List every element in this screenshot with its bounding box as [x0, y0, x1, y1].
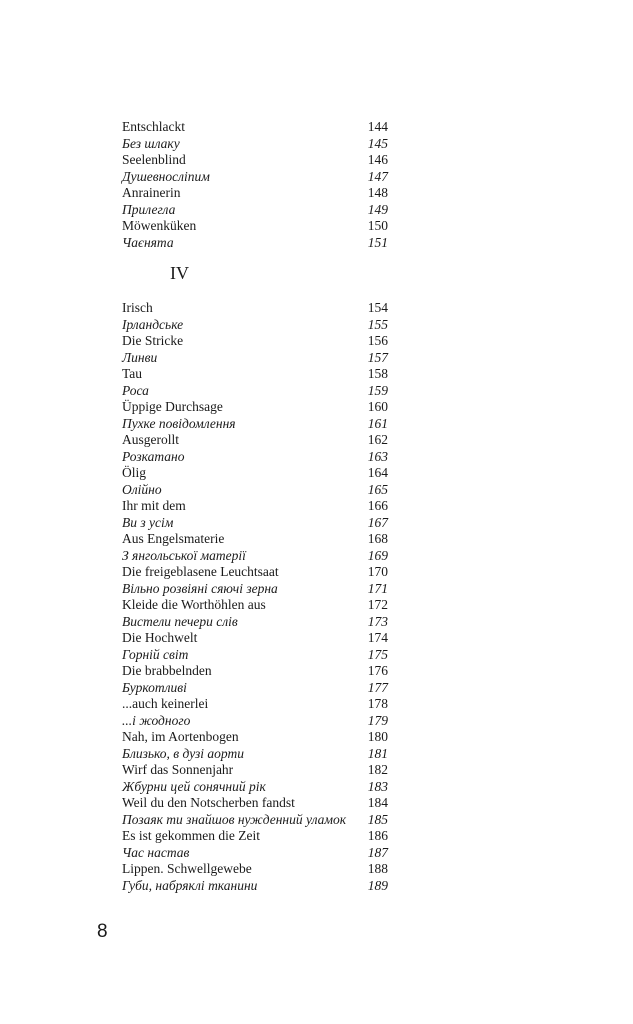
toc-entry-title: Позаяк ти знайшов нужденний уламок [122, 811, 347, 827]
toc-entry [122, 779, 388, 796]
toc-entry-page: 171 [367, 580, 388, 596]
toc-entry-page: 160 [367, 399, 388, 414]
toc-entry-title: Entschlackt [122, 119, 185, 134]
toc-entry [122, 878, 388, 895]
toc-entry-page: 181 [367, 745, 388, 761]
toc-entry-title: Irisch [122, 300, 153, 315]
toc-entry-title: Seelenblind [122, 152, 186, 167]
toc-entry-page: 155 [367, 316, 388, 332]
toc-entry-page: 180 [367, 729, 388, 744]
toc-entry [122, 795, 388, 812]
toc-entry-title: Линви [122, 349, 158, 365]
toc-entry [122, 614, 388, 631]
toc-entry-page: 154 [367, 300, 388, 315]
toc-entry-page: 184 [367, 795, 388, 810]
toc-entry-page: 144 [367, 119, 388, 134]
toc-entry [122, 399, 388, 416]
toc-entry-page: 146 [367, 152, 388, 167]
toc-entry-title: Губи, набряклі тканини [122, 877, 258, 893]
section-heading: IV [170, 263, 189, 283]
toc-entry-title: Олійно [122, 481, 162, 497]
toc-entry-page: 147 [367, 168, 388, 184]
toc-entry-title: Ölig [122, 465, 147, 480]
toc-entry-title: Вільно розвіяні сяючі зерна [122, 580, 278, 596]
toc-entry-page: 145 [367, 135, 388, 151]
toc-entry-page: 178 [367, 696, 388, 711]
toc-entry-page: 151 [367, 234, 388, 250]
toc-entry-page: 158 [367, 366, 388, 381]
toc-entry [122, 449, 388, 466]
toc-entry [122, 498, 388, 515]
toc-entry-title: Вистели печери слів [122, 613, 238, 629]
toc-entry [122, 482, 388, 499]
toc-entry-page: 177 [367, 679, 388, 695]
toc-entry-title: Ви з усім [122, 514, 174, 530]
toc-entry [122, 564, 388, 581]
toc-entry-page: 165 [367, 481, 388, 497]
toc-entry [122, 762, 388, 779]
toc-entry-title: Ausgerollt [122, 432, 179, 447]
page-number: 8 [97, 921, 108, 942]
toc-entry-page: 162 [367, 432, 388, 447]
toc-entry-page: 188 [367, 861, 388, 876]
toc-entry-page: 176 [367, 663, 388, 678]
toc-entry-page: 183 [367, 778, 388, 794]
toc-entry-page: 169 [367, 547, 388, 563]
toc-entry [122, 663, 388, 680]
toc-entry-title: Пухке повідомлення [122, 415, 236, 431]
toc-entry-page: 175 [367, 646, 388, 662]
toc-entry [122, 828, 388, 845]
toc-entry-page: 173 [367, 613, 388, 629]
toc-entry-page: 170 [367, 564, 388, 579]
toc-entry-page: 166 [367, 498, 388, 513]
toc-entry [122, 136, 388, 153]
toc-entry [122, 185, 388, 202]
toc-entry [122, 465, 388, 482]
toc-entry-title: Жбурни цей сонячний рік [122, 778, 266, 794]
toc-entry [122, 630, 388, 647]
toc-entry-page: 179 [367, 712, 388, 728]
toc-entry-title: Lippen. Schwellgewebe [122, 861, 252, 876]
toc-entry-title: Ihr mit dem [122, 498, 186, 513]
toc-entry [122, 729, 388, 746]
toc-entry [122, 845, 388, 862]
toc-entry [122, 432, 388, 449]
toc-entry [122, 350, 388, 367]
toc-entry-title: Möwenküken [122, 218, 197, 233]
toc-entry [122, 317, 388, 334]
toc-entry-title: Wirf das Sonnenjahr [122, 762, 234, 777]
toc-entry [122, 713, 388, 730]
toc-entry-title: Nah, im Aortenbogen [122, 729, 239, 744]
toc-entry-title: ...і жодного [122, 712, 191, 728]
toc-entry-page: 189 [367, 877, 388, 893]
toc-entry [122, 746, 388, 763]
toc-entry [122, 696, 388, 713]
toc-entry-page: 168 [367, 531, 388, 546]
toc-entry-title: Буркотливі [122, 679, 187, 695]
toc-entry-page: 187 [367, 844, 388, 860]
toc-entry [122, 548, 388, 565]
toc-section-top [122, 119, 388, 251]
toc-entry [122, 333, 388, 350]
toc-entry-title: Близько, в дузі аорти [122, 745, 244, 761]
toc-entry-title: Die freigeblasene Leuchtsaat [122, 564, 279, 579]
toc-entry [122, 515, 388, 532]
toc-entry-title: Ірландське [122, 316, 184, 332]
toc-entry-page: 182 [367, 762, 388, 777]
toc-entry-page: 159 [367, 382, 388, 398]
toc-entry [122, 218, 388, 235]
toc-entry [122, 581, 388, 598]
toc-entry-title: Weil du den Notscherben fandst [122, 795, 295, 810]
toc-entry-page: 148 [367, 185, 388, 200]
toc-entry [122, 531, 388, 548]
toc-entry [122, 235, 388, 252]
toc-entry [122, 647, 388, 664]
toc-entry-title: Die Hochwelt [122, 630, 198, 645]
toc-entry [122, 383, 388, 400]
toc-entry [122, 169, 388, 186]
toc-entry [122, 861, 388, 878]
toc-entry-title: Es ist gekommen die Zeit [122, 828, 260, 843]
toc-entry [122, 152, 388, 169]
toc-section-iv [122, 300, 388, 894]
toc-entry-title: Anrainerin [122, 185, 181, 200]
toc-entry-page: 157 [367, 349, 388, 365]
toc-entry-page: 186 [367, 828, 388, 843]
toc-entry-page: 185 [367, 811, 388, 827]
toc-entry-title: Tau [122, 366, 143, 381]
toc-entry-title: ...auch keinerlei [122, 696, 209, 711]
toc-entry-page: 149 [367, 201, 388, 217]
toc-entry-title: Üppige Durchsage [122, 399, 223, 414]
toc-entry-page: 156 [367, 333, 388, 348]
toc-entry [122, 300, 388, 317]
toc-entry-page: 167 [367, 514, 388, 530]
toc-entry-page: 164 [367, 465, 388, 480]
toc-entry-page: 172 [367, 597, 388, 612]
toc-entry [122, 416, 388, 433]
toc-entry-title: Прилегла [122, 201, 176, 217]
toc-entry-title: Aus Engelsmaterie [122, 531, 225, 546]
toc-entry-page: 174 [367, 630, 388, 645]
toc-entry-title: З янгольської матерії [122, 547, 246, 563]
toc-entry-title: Роса [122, 382, 149, 398]
toc-entry-title: Час настав [122, 844, 190, 860]
toc-entry-title: Розкатано [122, 448, 185, 464]
toc-entry-title: Душевносліпим [122, 168, 210, 184]
toc-entry-title: Die Stricke [122, 333, 184, 348]
toc-entry [122, 680, 388, 697]
toc-entry [122, 812, 388, 829]
toc-entry-title: Горній світ [122, 646, 189, 662]
toc-entry-page: 150 [367, 218, 388, 233]
toc-entry-title: Die brabbelnden [122, 663, 212, 678]
toc-entry [122, 202, 388, 219]
toc-entry-title: Без шлаку [122, 135, 180, 151]
toc-entry-page: 161 [367, 415, 388, 431]
toc-entry [122, 597, 388, 614]
toc-entry [122, 119, 388, 136]
toc-entry-page: 163 [367, 448, 388, 464]
toc-entry-title: Чаєнята [122, 234, 174, 250]
toc-entry-title: Kleide die Worthöhlen aus [122, 597, 266, 612]
toc-entry [122, 366, 388, 383]
